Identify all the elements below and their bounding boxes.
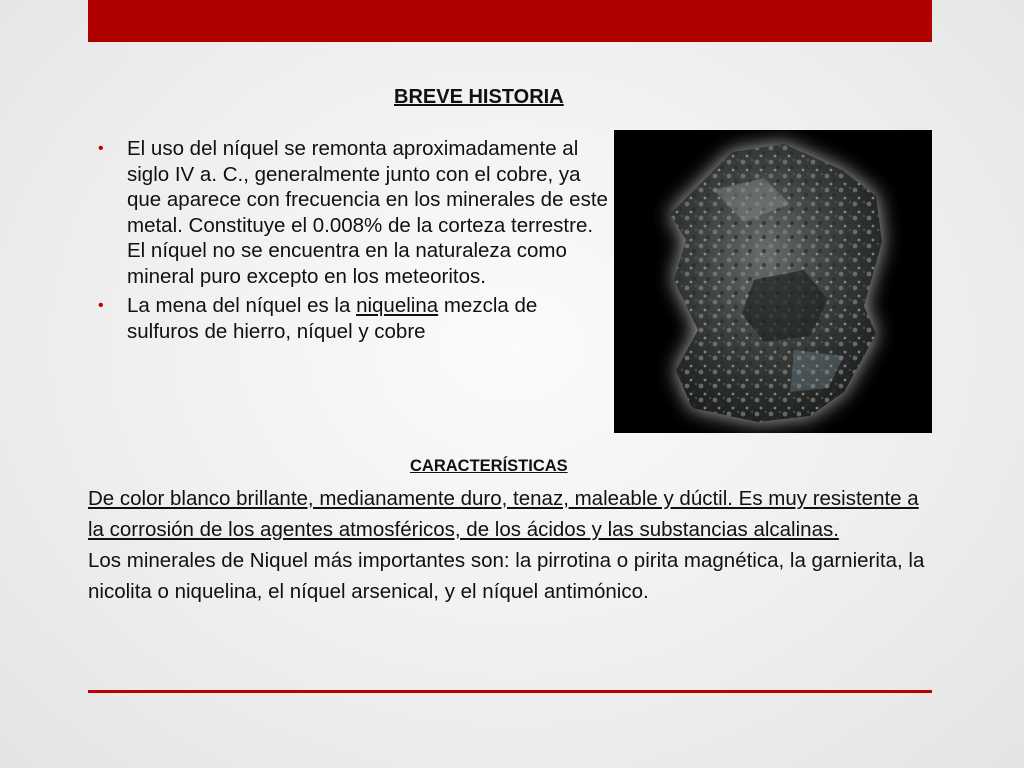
bullet-dot-icon: •: [98, 297, 104, 314]
bullet-text-prefix: La mena del níquel es la: [127, 294, 357, 317]
bullet-item-history: [98, 136, 610, 289]
bullet-text: El uso del níquel se remonta aproximadamente al siglo IV a. C., generalmente junto con el cobre, ya que aparece con frecuencia en los minerales de este metal. Constituye el 0.008% de la corteza terrestre. El níquel no se encuentra en la naturaleza como mineral puro excepto en los meteoritos.: [127, 137, 608, 288]
characteristics-paragraph: De color blanco brillante, medianamente duro, tenaz, maleable y dúctil. Es muy resistente a la corrosión de los agentes atmosféricos, de los ácidos y las substancias alcalinas.: [88, 487, 919, 541]
mineral-photo: [614, 130, 932, 433]
bullet-item-ore: [98, 293, 610, 344]
bullet-text-suffix: mezcla de sulfuros de hierro, níquel y cobre: [127, 294, 538, 343]
nickel-ore-image: [614, 130, 932, 433]
section-subtitle: CARACTERÍSTICAS: [410, 457, 568, 475]
bullet-dot-icon: •: [98, 140, 104, 157]
history-bullet-list: [98, 136, 610, 348]
characteristics-text: [88, 483, 934, 607]
minerals-paragraph: Los minerales de Niquel más importantes son: la pirrotina o pirita magnética, la garnierita, la nicolita o niquelina, el níquel arsenical, y el níquel antimónico.: [88, 549, 925, 603]
bottom-divider: [88, 690, 932, 693]
top-accent-bar: [88, 0, 932, 42]
slide-title: BREVE HISTORIA: [394, 86, 564, 108]
niquelina-link[interactable]: niquelina: [356, 294, 439, 317]
